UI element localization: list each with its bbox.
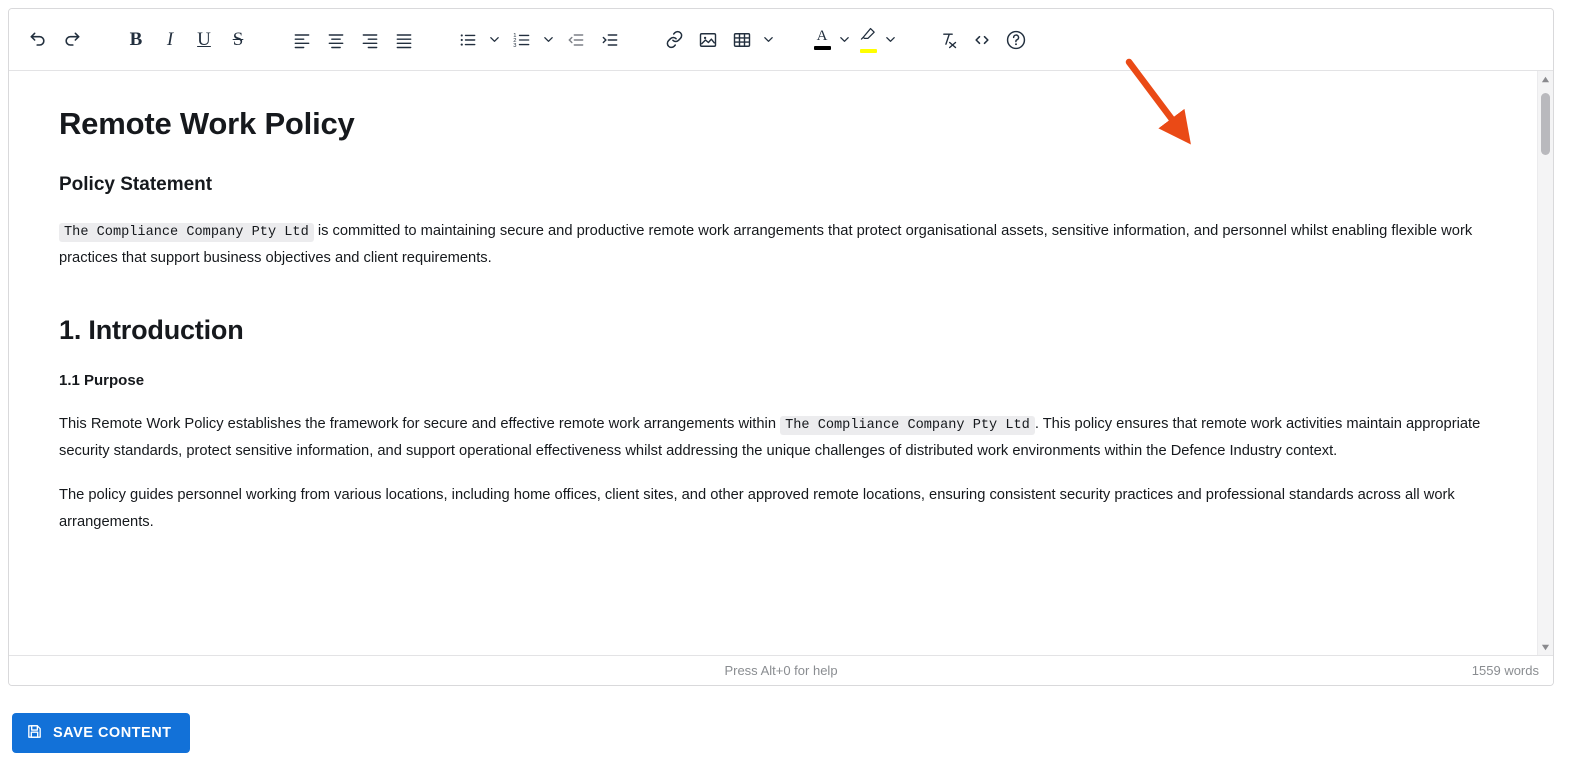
- numbered-list-chevron-down-icon[interactable]: [539, 23, 557, 57]
- save-content-label: SAVE CONTENT: [53, 725, 172, 741]
- highlight-color-icon: [859, 26, 877, 47]
- italic-icon: I: [166, 28, 174, 50]
- bullet-list-icon: [458, 30, 478, 50]
- source-code-icon: [972, 30, 992, 50]
- svg-text:3: 3: [513, 42, 517, 49]
- toolbar-group-tools: [931, 23, 1033, 57]
- toolbar-group-inline-format: [119, 23, 255, 57]
- section-heading-introduction: 1. Introduction: [59, 315, 244, 346]
- document-body[interactable]: [9, 71, 1537, 655]
- save-disk-icon: [26, 723, 43, 744]
- section-heading-policy-statement: Policy Statement: [59, 173, 213, 195]
- underline-icon: U: [197, 28, 211, 50]
- editor-status-bar: [9, 655, 1553, 685]
- highlight-color-swatch: [860, 49, 877, 53]
- strikethrough-icon: S: [232, 28, 244, 50]
- align-right-button[interactable]: [353, 23, 387, 57]
- svg-text:2: 2: [513, 37, 517, 44]
- undo-button[interactable]: [21, 23, 55, 57]
- bullet-list-button[interactable]: [451, 23, 485, 57]
- numbered-list-control: [505, 23, 557, 57]
- paragraph-policy-statement: [59, 218, 1481, 271]
- decrease-indent-button[interactable]: [559, 23, 593, 57]
- paragraph-text: is committed to maintaining secure and productive remote work arrangements that protect organisational assets, sensitive information, and personnel whilst enabling flexible work practices that support business objectives and client requirements.: [59, 222, 1473, 266]
- editor-content-area: [9, 71, 1553, 655]
- source-code-button[interactable]: [965, 23, 999, 57]
- word-count: 1559 words: [1471, 663, 1539, 678]
- text-color-control: [809, 23, 853, 57]
- subsection-heading-purpose: 1.1 Purpose: [59, 372, 145, 390]
- paragraph-purpose-2: The policy guides personnel working from various locations, including home offices, client sites, and other approved remote locations, ensuring consistent security practices and professional standards across all work arrangements.: [59, 487, 1455, 530]
- insert-table-chevron-down-icon[interactable]: [759, 23, 777, 57]
- redo-button[interactable]: [55, 23, 89, 57]
- align-justify-button[interactable]: [387, 23, 421, 57]
- insert-table-control: [725, 23, 777, 57]
- toolbar-group-alignment: [285, 23, 421, 57]
- undo-icon: [28, 30, 48, 50]
- numbered-list-button[interactable]: [505, 23, 539, 57]
- scroll-up-arrow-icon[interactable]: [1538, 71, 1554, 87]
- toolbar-group-colors: [809, 23, 901, 57]
- help-hint-text: Press Alt+0 for help: [724, 663, 838, 678]
- link-icon: [665, 30, 684, 49]
- align-justify-icon: [394, 30, 414, 50]
- highlight-color-button[interactable]: [855, 23, 881, 57]
- page-title: Remote Work Policy: [59, 106, 355, 141]
- decrease-indent-icon: [566, 30, 586, 50]
- rich-text-editor: [8, 8, 1554, 686]
- image-icon: [698, 30, 718, 50]
- italic-button[interactable]: [153, 23, 187, 57]
- bold-button[interactable]: [119, 23, 153, 57]
- insert-image-button[interactable]: [691, 23, 725, 57]
- content-scrollbar[interactable]: [1537, 71, 1553, 655]
- insert-link-button[interactable]: [657, 23, 691, 57]
- bullet-list-control: [451, 23, 503, 57]
- toolbar-group-lists: [451, 23, 627, 57]
- increase-indent-button[interactable]: [593, 23, 627, 57]
- strikethrough-button[interactable]: [221, 23, 255, 57]
- editor-toolbar: [9, 9, 1553, 71]
- align-left-icon: [292, 30, 312, 50]
- scrollbar-thumb[interactable]: [1541, 93, 1550, 155]
- toolbar-group-insert: [657, 23, 779, 57]
- paragraph-purpose-1: [59, 411, 1481, 464]
- highlight-color-control: [855, 23, 899, 57]
- bold-icon: B: [129, 28, 143, 50]
- text-color-button[interactable]: [809, 23, 835, 57]
- scroll-down-arrow-icon[interactable]: [1538, 639, 1554, 655]
- text-color-icon: A: [816, 28, 828, 44]
- align-center-button[interactable]: [319, 23, 353, 57]
- table-icon: [732, 30, 752, 50]
- company-name-code: The Compliance Company Pty Ltd: [59, 223, 314, 242]
- help-button[interactable]: [999, 23, 1033, 57]
- text-color-chevron-down-icon[interactable]: [835, 23, 853, 57]
- toolbar-group-history: [21, 23, 89, 57]
- paragraph-text: . This policy ensures that remote work activities maintain appropriate security standards, protect sensitive information, and support operational effectiveness whilst addressing the unique challenges of distributed work environments within the Defence Industry context.: [59, 416, 1481, 460]
- underline-button[interactable]: [187, 23, 221, 57]
- numbered-list-icon: [512, 30, 532, 50]
- bullet-list-chevron-down-icon[interactable]: [485, 23, 503, 57]
- text-color-swatch: [814, 46, 831, 50]
- company-name-code: The Compliance Company Pty Ltd: [780, 416, 1035, 435]
- scrollbar-track[interactable]: [1538, 87, 1554, 639]
- align-right-icon: [360, 30, 380, 50]
- clear-formatting-button[interactable]: [931, 23, 965, 57]
- clear-formatting-icon: [938, 30, 958, 50]
- svg-text:1: 1: [513, 32, 517, 39]
- paragraph-text: This Remote Work Policy establishes the framework for secure and effective remote work arrangements within: [59, 416, 781, 433]
- help-icon: [1005, 29, 1027, 51]
- increase-indent-icon: [600, 30, 620, 50]
- redo-icon: [62, 30, 82, 50]
- save-content-button[interactable]: [12, 713, 190, 753]
- highlight-color-chevron-down-icon[interactable]: [881, 23, 899, 57]
- align-center-icon: [326, 30, 346, 50]
- align-left-button[interactable]: [285, 23, 319, 57]
- insert-table-button[interactable]: [725, 23, 759, 57]
